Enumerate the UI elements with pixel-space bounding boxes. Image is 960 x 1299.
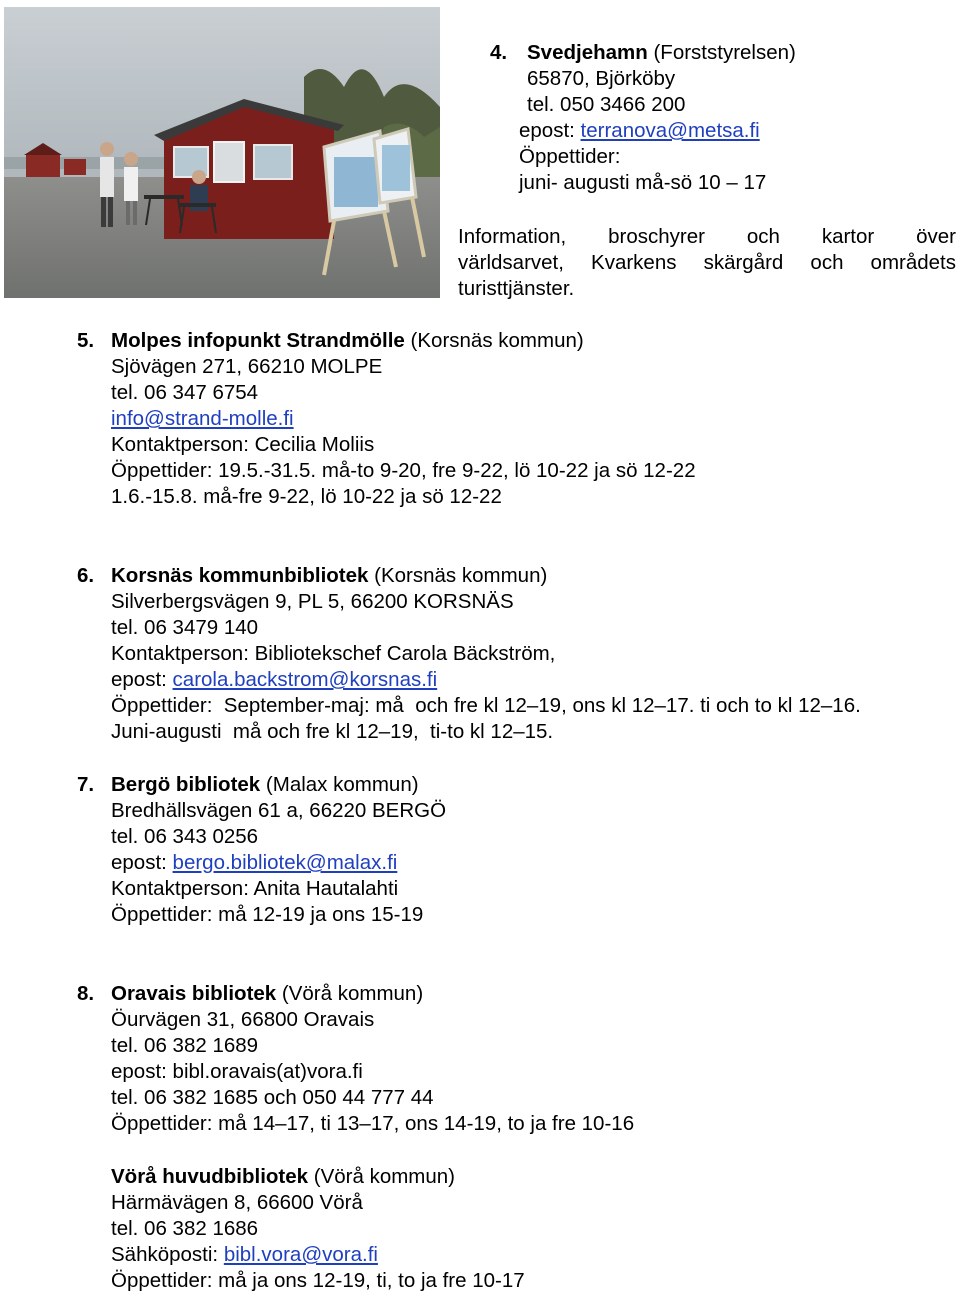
entry-8-tel-2: tel. 06 382 1685 och 050 44 777 44 [111, 1086, 434, 1109]
entry-6-email-prefix: epost: [111, 668, 173, 691]
entry-6-email-link[interactable]: carola.backstrom@korsnas.fi [172, 668, 438, 691]
entry-6-tel: tel. 06 3479 140 [111, 616, 259, 639]
entry-7-title [111, 772, 419, 798]
entry-6-name: Korsnäs kommunbibliotek [111, 564, 369, 587]
entry-vora-tel: tel. 06 382 1686 [111, 1217, 259, 1240]
entry-5-number: 5. [77, 329, 95, 352]
info-point-photo-illustration [4, 7, 440, 298]
entry-4-address: 65870, Björköby [527, 67, 676, 90]
info-point-photo [4, 7, 440, 298]
entry-7-hours: Öppettider: må 12-19 ja ons 15-19 [111, 903, 424, 926]
entry-4-name: Svedjehamn [527, 41, 648, 64]
entry-4-hours-label: Öppettider: [519, 145, 621, 168]
entry-6-number: 6. [77, 564, 95, 587]
entry-8-address: Öurvägen 31, 66800 Oravais [111, 1008, 375, 1031]
entry-4-title [527, 40, 796, 66]
entry-5-email-link[interactable]: info@strand-molle.fi [111, 407, 294, 430]
entry-7-number: 7. [77, 773, 95, 796]
entry-5-org: (Korsnäs kommun) [404, 329, 584, 352]
entry-8-number: 8. [77, 982, 95, 1005]
entry-4-description-line-3: turisttjänster. [458, 277, 575, 300]
entry-8-email: epost: bibl.oravais(at)vora.fi [111, 1060, 363, 1083]
entry-7-email-link[interactable]: bergo.bibliotek@malax.fi [172, 851, 398, 874]
entry-6-email-line [111, 667, 437, 693]
entry-8-tel: tel. 06 382 1689 [111, 1034, 259, 1057]
entry-vora-org: (Vörå kommun) [308, 1165, 456, 1188]
entry-vora-hours: Öppettider: må ja ons 12-19, ti, to ja fre 10-17 [111, 1269, 525, 1292]
entry-5-name: Molpes infopunkt Strandmölle [111, 329, 405, 352]
entry-5-contact: Kontaktperson: Cecilia Moliis [111, 433, 375, 456]
entry-4-org: (Forststyrelsen) [647, 41, 796, 64]
entry-8-org: (Vörå kommun) [276, 982, 424, 1005]
entry-7-contact: Kontaktperson: Anita Hautalahti [111, 877, 399, 900]
entry-4-email-prefix: epost: [519, 119, 581, 142]
entry-4-email-link[interactable]: terranova@metsa.fi [580, 119, 760, 142]
entry-8-name: Oravais bibliotek [111, 982, 277, 1005]
entry-4-hours: juni- augusti må-sö 10 – 17 [519, 171, 767, 194]
entry-7-tel: tel. 06 343 0256 [111, 825, 259, 848]
entry-5-tel: tel. 06 347 6754 [111, 381, 259, 404]
entry-7-name: Bergö bibliotek [111, 773, 261, 796]
entry-5-title [111, 328, 584, 354]
entry-vora-title [111, 1164, 455, 1190]
entry-4-email-line [519, 118, 760, 144]
entry-vora-name: Vörå huvudbibliotek [111, 1165, 309, 1188]
entry-5-address: Sjövägen 271, 66210 MOLPE [111, 355, 383, 378]
entry-8-title [111, 981, 423, 1007]
entry-vora-address: Härmävägen 8, 66600 Vörå [111, 1191, 363, 1214]
entry-7-org: (Malax kommun) [260, 773, 419, 796]
entry-5-hours-2: 1.6.-15.8. må-fre 9-22, lö 10-22 ja sö 12-22 [111, 485, 502, 508]
entry-7-address: Bredhällsvägen 61 a, 66220 BERGÖ [111, 799, 447, 822]
entry-4-description-line-1: Information, broschyrer och kartor över [458, 225, 956, 248]
entry-7-email-prefix: epost: [111, 851, 173, 874]
entry-vora-email-prefix: Sähköposti: [111, 1243, 224, 1266]
entry-6-hours-1: Öppettider: September-maj: må och fre kl 12–19, ons kl 12–17. ti och to kl 12–16. [111, 694, 861, 717]
entry-8-hours: Öppettider: må 14–17, ti 13–17, ons 14-19, to ja fre 10-16 [111, 1112, 635, 1135]
entry-4-number: 4. [490, 41, 508, 64]
entry-6-title [111, 563, 547, 589]
entry-6-address: Silverbergsvägen 9, PL 5, 66200 KORSNÄS [111, 590, 514, 613]
entry-6-contact: Kontaktperson: Bibliotekschef Carola Bäckström, [111, 642, 556, 665]
entry-vora-email-line [111, 1242, 378, 1268]
entry-7-email-line [111, 850, 397, 876]
entry-4-description-line-2: världsarvet, Kvarkens skärgård och områdets [458, 251, 956, 274]
entry-6-org: (Korsnäs kommun) [368, 564, 548, 587]
entry-4-tel: tel. 050 3466 200 [527, 93, 686, 116]
entry-5-hours-1: Öppettider: 19.5.-31.5. må-to 9-20, fre 9-22, lö 10-22 ja sö 12-22 [111, 459, 696, 482]
entry-vora-email-link[interactable]: bibl.vora@vora.fi [223, 1243, 378, 1266]
entry-5-email-line [111, 406, 294, 432]
entry-6-hours-2: Juni-augusti må och fre kl 12–19, ti-to kl 12–15. [111, 720, 554, 743]
